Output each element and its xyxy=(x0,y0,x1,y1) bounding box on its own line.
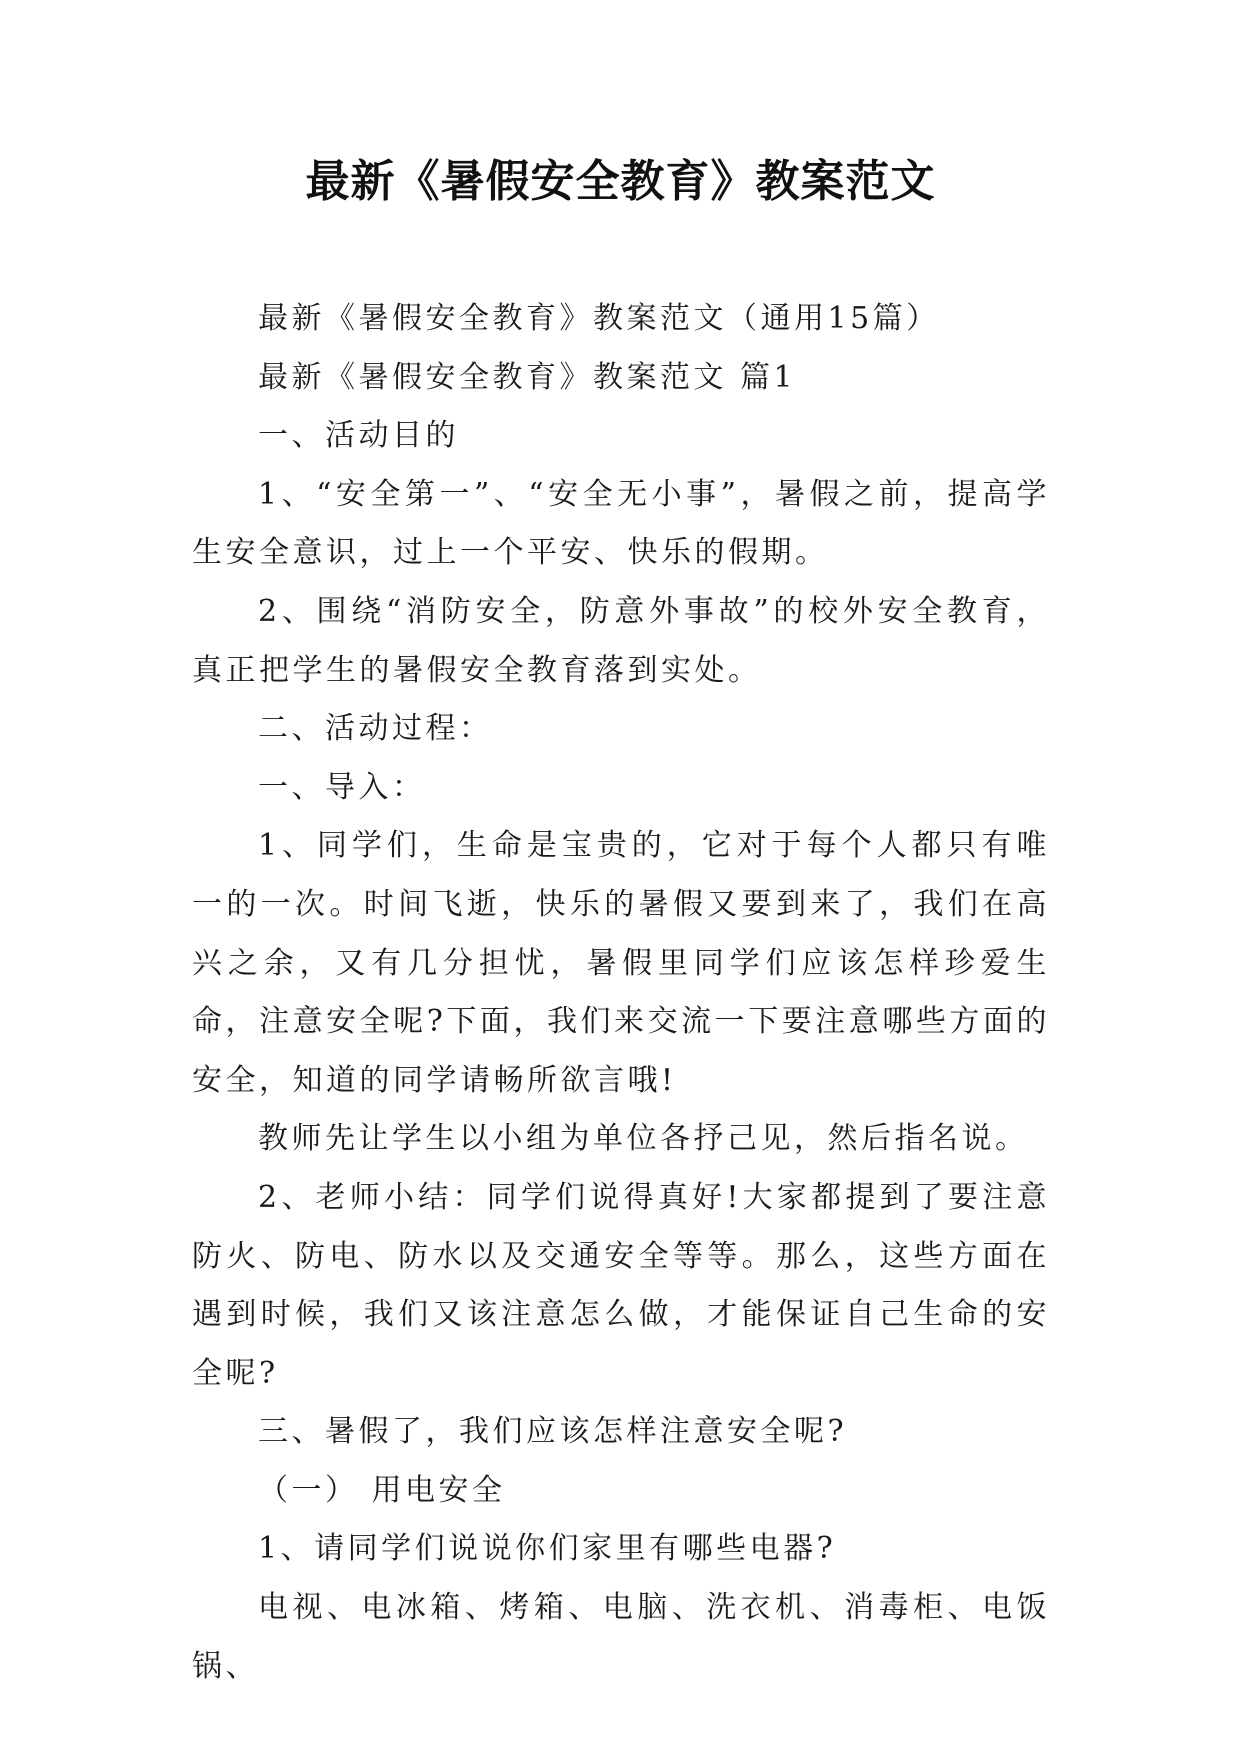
paragraph-goal-2: 2、围绕“消防安全，防意外事故”的校外安全教育，真正把学生的暑假安全教育落到实处。 xyxy=(192,593,1050,688)
paragraph-heading-activity-goal: 一、活动目的 xyxy=(258,418,459,454)
paragraph-teacher-instruction: 教师先让学生以小组为单位各抒己见，然后指名说。 xyxy=(258,1121,1029,1157)
paragraph-teacher-summary: 2、老师小结：同学们说得真好!大家都提到了要注意防火、防电、防水以及交通安全等等。那么，这些方面在遇到时候，我们又该注意怎么做，才能保证自己生命的安全呢? xyxy=(192,1179,1050,1391)
paragraph-heading-activity-process: 二、活动过程： xyxy=(258,711,493,747)
paragraph-heading-introduction: 一、导入： xyxy=(258,769,426,805)
paragraph-goal-1: 1、“安全第一”、“安全无小事”，暑假之前，提高学生安全意识，过上一个平安、快乐的假期。 xyxy=(192,476,1050,571)
paragraph-subtitle: 最新《暑假安全教育》教案范文（通用15篇） xyxy=(258,301,940,336)
document-body xyxy=(192,290,1050,1696)
paragraph-appliance-list: 电视、电冰箱、烤箱、电脑、洗衣机、消毒柜、电饭锅、 xyxy=(192,1590,1050,1684)
paragraph-question-appliances: 1、请同学们说说你们家里有哪些电器? xyxy=(258,1531,837,1567)
paragraph-heading-summer-safety: 三、暑假了，我们应该怎样注意安全呢? xyxy=(258,1414,848,1450)
paragraph-heading-electric-safety: （一） 用电安全 xyxy=(258,1472,506,1508)
paragraph-section-heading: 最新《暑假安全教育》教案范文 篇1 xyxy=(258,359,797,395)
paragraph-intro-1: 1、同学们，生命是宝贵的，它对于每个人都只有唯一的一次。时间飞逝，快乐的暑假又要到来了，我们在高兴之余，又有几分担忧，暑假里同学们应该怎样珍爱生命，注意安全呢?下面，我们来交流一下要注意哪些方面的安全，知道的同学请畅所欲言哦! xyxy=(192,828,1050,1098)
document-title: 最新《暑假安全教育》教案范文 xyxy=(305,156,936,207)
